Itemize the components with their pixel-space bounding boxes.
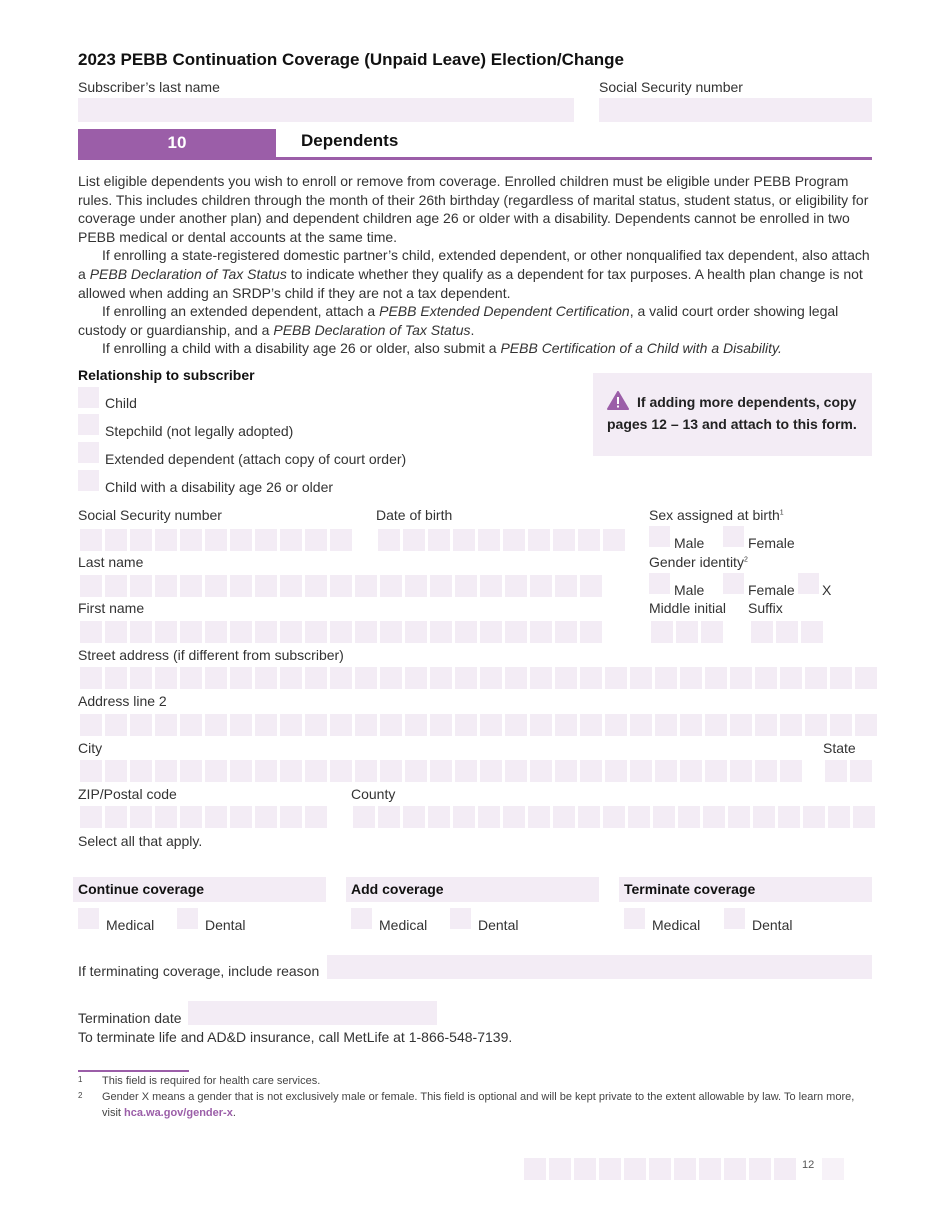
footnote-1-text: This field is required for health care services. (102, 1075, 321, 1087)
continue-dental-checkbox[interactable] (177, 908, 198, 929)
select-all-note: Select all that apply. (78, 833, 203, 849)
zip-label: ZIP/Postal code (78, 786, 177, 802)
address2-label: Address line 2 (78, 693, 167, 709)
page-tracker-end-box (822, 1158, 844, 1180)
footnote-divider (78, 1070, 189, 1072)
section-divider (78, 157, 872, 160)
terminate-dental-checkbox[interactable] (724, 908, 745, 929)
subscriber-ssn-field[interactable] (599, 98, 872, 122)
suffix-label: Suffix (748, 600, 783, 616)
street-label: Street address (if different from subscriber) (78, 647, 344, 663)
county-boxes[interactable] (353, 806, 875, 828)
city-label: City (78, 740, 103, 756)
first-name-label: First name (78, 600, 145, 616)
footnote-2-text: Gender X means a gender that is not exclusively male or female. This field is optional and will be kept private to the extent allowable by law. To learn more, visit hca.wa.gov/gender-x. (102, 1091, 855, 1119)
suffix-boxes[interactable] (751, 621, 823, 643)
continue-medical-checkbox[interactable] (78, 908, 99, 929)
relationship-heading: Relationship to subscriber (78, 367, 255, 383)
state-boxes[interactable] (825, 760, 872, 782)
add-dental-checkbox[interactable] (450, 908, 471, 929)
sex-female-label: Female (748, 535, 795, 551)
gender-x-checkbox[interactable] (798, 573, 819, 594)
gender-female-label: Female (748, 582, 795, 598)
relationship-child-label: Child (105, 395, 137, 411)
relationship-disability-label: Child with a disability age 26 or older (105, 479, 334, 495)
footnote-2-number: 2 (78, 1091, 83, 1100)
middle-initial-label: Middle initial (649, 600, 727, 616)
relationship-child-checkbox[interactable] (78, 387, 99, 408)
sex-female-checkbox[interactable] (723, 526, 744, 547)
intro-text (78, 172, 878, 358)
subscriber-last-name-field[interactable] (78, 98, 574, 122)
city-boxes[interactable] (80, 760, 802, 782)
termination-date-label: Termination date (78, 1010, 182, 1026)
continue-dental-label: Dental (205, 917, 246, 933)
relationship-stepchild-checkbox[interactable] (78, 414, 99, 435)
ssn-boxes[interactable] (80, 529, 352, 551)
gender-label: Gender identity$^2$ (649, 554, 748, 570)
gender-female-checkbox[interactable] (723, 573, 744, 594)
relationship-extended-checkbox[interactable] (78, 442, 99, 463)
add-medical-checkbox[interactable] (351, 908, 372, 929)
termination-reason-label: If terminating coverage, include reason (78, 963, 320, 979)
metlife-note: To terminate life and AD&D insurance, call MetLife at 1-866-548-7139. (78, 1029, 513, 1045)
county-label: County (351, 786, 396, 802)
gender-x-link[interactable]: hca.wa.gov/gender-x (124, 1106, 233, 1119)
page-number: 12 (802, 1159, 815, 1171)
dob-label: Date of birth (376, 507, 453, 523)
address2-boxes[interactable] (80, 714, 877, 736)
terminate-medical-label: Medical (652, 917, 701, 933)
add-medical-label: Medical (379, 917, 428, 933)
street-boxes[interactable] (80, 667, 877, 689)
relationship-extended-label: Extended dependent (attach copy of court order) (105, 451, 407, 467)
intro-paragraph-2: If enrolling a state-registered domestic partner’s child, extended dependent, or other nonqualified tax dependent, also attach a PEBB Declaration of Tax Status to indicate whether they qualify as a dependent for tax purposes. A health plan change is not allowed when adding an SRDP’s child if they are not a tax dependent. (78, 247, 870, 301)
first-name-boxes[interactable] (80, 621, 602, 643)
continue-coverage-heading: Continue coverage (73, 877, 326, 902)
sex-male-label: Male (674, 535, 705, 551)
notice-box (593, 373, 872, 456)
state-label: State (823, 740, 856, 756)
gender-male-checkbox[interactable] (649, 573, 670, 594)
gender-x-label: X (822, 582, 832, 598)
gender-male-label: Male (674, 582, 705, 598)
last-name-label: Last name (78, 554, 144, 570)
warning-icon (607, 391, 629, 415)
relationship-stepchild-label: Stepchild (not legally adopted) (105, 423, 294, 439)
page-tracker-boxes (524, 1158, 796, 1180)
intro-paragraph-4: If enrolling a child with a disability age 26 or older, also submit a PEBB Certification of a Child with a Disability. (102, 340, 782, 357)
zip-boxes[interactable] (80, 806, 327, 828)
add-dental-label: Dental (478, 917, 519, 933)
terminate-medical-checkbox[interactable] (624, 908, 645, 929)
subscriber-ssn-label: Social Security number (599, 79, 743, 95)
form-title: 2023 PEBB Continuation Coverage (Unpaid Leave) Election/Change (78, 50, 624, 69)
intro-paragraph-1: List eligible dependents you wish to enroll or remove from coverage. Enrolled children must be eligible under PEBB Program rules. This includes children through the month of their 26th birthday (regardless of marital status, student status, or eligibility for coverage under another plan) and dependent children age 26 or older with a disability. Dependents cannot be enrolled in two PEBB medical or dental accounts at the same time. (78, 173, 869, 245)
add-coverage-heading: Add coverage (346, 877, 599, 902)
sex-label: Sex assigned at birth$^1$ (649, 507, 784, 523)
subscriber-last-name-label: Subscriber’s last name (78, 79, 220, 95)
continue-medical-label: Medical (106, 917, 155, 933)
last-name-boxes[interactable] (80, 575, 602, 597)
terminate-coverage-heading: Terminate coverage (619, 877, 872, 902)
notice-text: If adding more dependents, copy pages 12 – 13 and attach to this form. (607, 394, 857, 432)
footnote-1-number: 1 (78, 1075, 83, 1084)
termination-reason-field[interactable] (327, 955, 872, 979)
middle-initial-boxes[interactable] (651, 621, 723, 643)
ssn-label: Social Security number (78, 507, 222, 523)
intro-paragraph-3: If enrolling an extended dependent, attach a PEBB Extended Dependent Certification, a valid court order showing legal custody or guardianship, and a PEBB Declaration of Tax Status. (78, 303, 839, 338)
terminate-dental-label: Dental (752, 917, 793, 933)
section-title: Dependents (301, 131, 399, 150)
termination-date-field[interactable] (188, 1001, 437, 1025)
section-number: 10 (78, 129, 276, 157)
dob-boxes[interactable] (378, 529, 625, 551)
sex-male-checkbox[interactable] (649, 526, 670, 547)
relationship-disability-checkbox[interactable] (78, 470, 99, 491)
